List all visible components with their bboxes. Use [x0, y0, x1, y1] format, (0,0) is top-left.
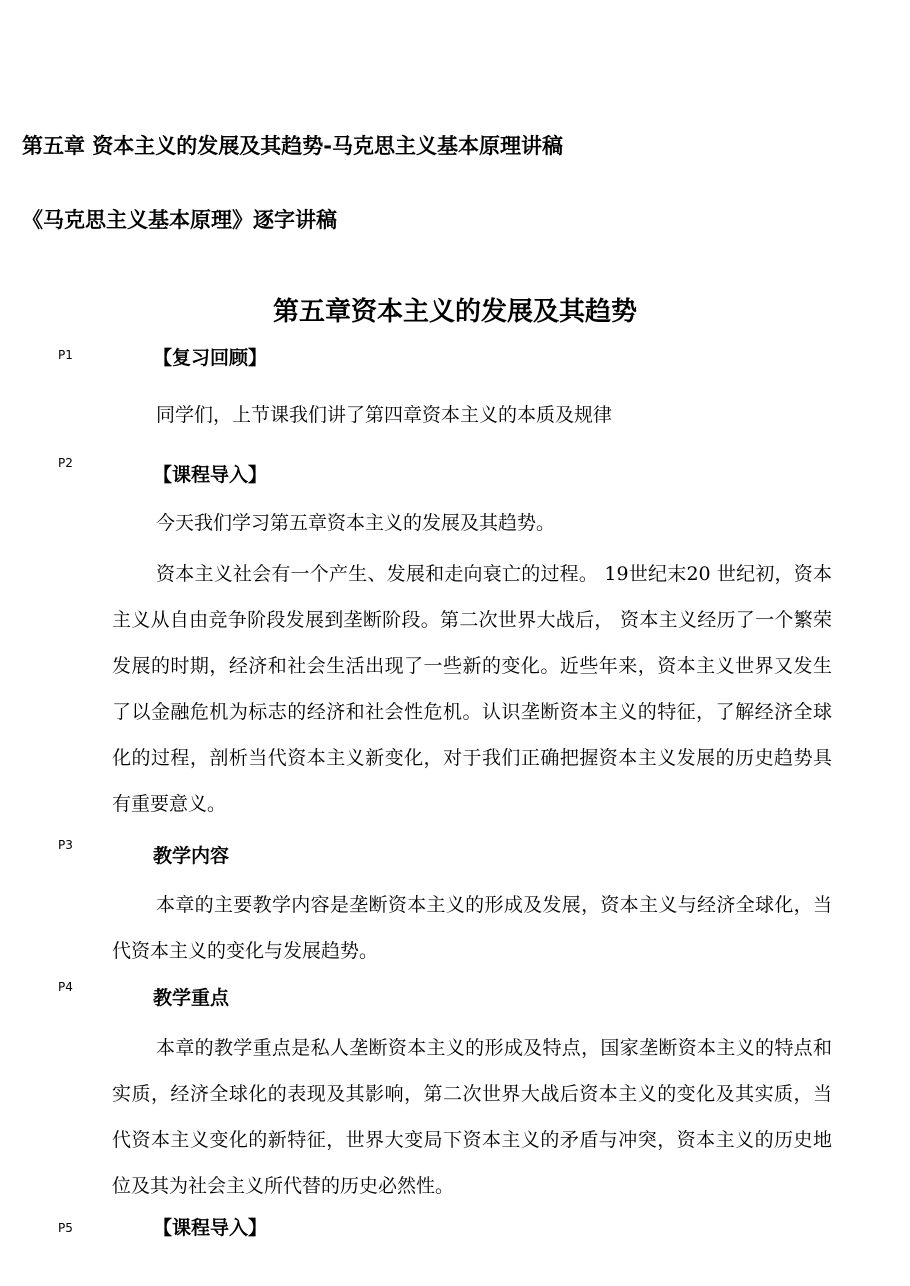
- section-heading-review: 【复习回顾】: [153, 347, 268, 369]
- paragraph-review: 同学们，上节课我们讲了第四章资本主义的本质及规律: [156, 404, 613, 426]
- page-label-p5: P5: [58, 1221, 73, 1235]
- paragraph-key-points: 本章的教学重点是私人垄断资本主义的形成及特点，国家垄断资本主义的特点和实质，经济全球化的表现及其影响，第二次世界大战后资本主义的变化及其实质，当代资本主义变化的新特征，世界大变局下资本主义的矛盾与冲突，资本主义的历史地位及其为社会主义所代替的历史必然性。: [112, 1037, 832, 1197]
- chapter-heading: 第五章资本主义的发展及其趋势: [272, 297, 637, 327]
- page-label-p2: P2: [58, 456, 73, 470]
- page-label-p1: P1: [58, 348, 73, 362]
- document-subtitle: 《马克思主义基本原理》逐字讲稿: [22, 208, 337, 232]
- paragraph-intro-1: 今天我们学习第五章资本主义的发展及其趋势。: [156, 512, 556, 534]
- section-heading-intro: 【课程导入】: [153, 464, 268, 486]
- section-heading-key-points: 教学重点: [153, 987, 230, 1009]
- page-label-p3: P3: [58, 838, 73, 852]
- paragraph-content: 本章的主要教学内容是垄断资本主义的形成及发展，资本主义与经济全球化，当代资本主义的变化与发展趋势。: [112, 894, 832, 962]
- section-heading-content: 教学内容: [153, 845, 230, 867]
- paragraph-intro-2: 资本主义社会有一个产生、发展和走向衰亡的过程。 19世纪末20 世纪初，资本主义从自由竞争阶段发展到垄断阶段。第二次世界大战后， 资本主义经历了一个繁荣发展的时期，经济和社会生活出现了一些新的变化。近些年来，资本主义世界又发生了以金融危机为标志的经济和社会性危机。认识垄断资本主义的特征，了解经济全球化的过程，剖析当代资本主义新变化，对于我们正确把握资本主义发展的历史趋势具有重要意义。: [112, 563, 832, 815]
- document-title: 第五章 资本主义的发展及其趋势-马克思主义基本原理讲稿: [22, 134, 564, 158]
- section-heading-intro-2: 【课程导入】: [153, 1217, 268, 1239]
- page-label-p4: P4: [58, 980, 73, 994]
